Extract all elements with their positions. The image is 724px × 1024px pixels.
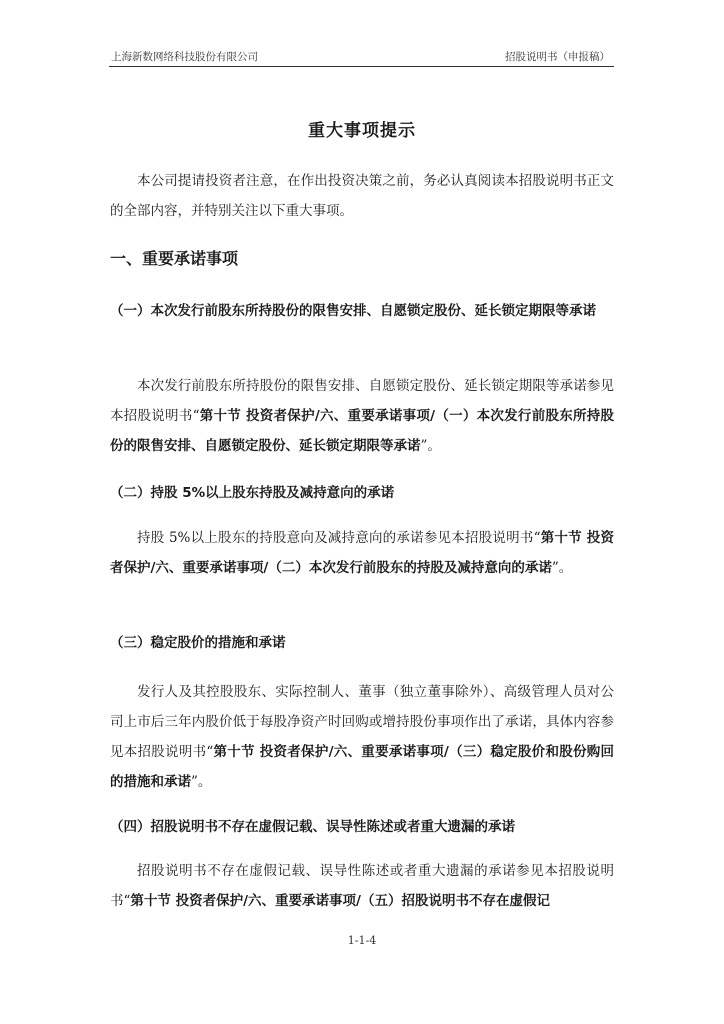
sub2-text: 持股 5%以上股东的持股意向及减持意向的承诺参见本招股说明书“ xyxy=(137,530,541,546)
sub2-paragraph xyxy=(110,523,614,583)
sub3-reference: 第十节 投资者保护/六、重要承诺事项/（三）稳定股价和股份购回的措施和承诺 xyxy=(110,744,614,790)
sub3-heading: （三）稳定股价的措施和承诺 xyxy=(110,635,286,651)
sub3-text-end: ”。 xyxy=(191,774,212,790)
sub4-reference: 第十节 投资者保护/六、重要承诺事项/（五）招股说明书不存在虚假记 xyxy=(130,893,550,909)
header-company: 上海新数网络科技股份有限公司 xyxy=(111,51,258,63)
sub1-text-end: ”。 xyxy=(420,438,441,454)
sub1-text: 本次发行前股东所持股份的限售安排、自愿锁定股份、延长锁定期限等承诺参见本招股说明书“ xyxy=(110,378,614,424)
sub1-reference: 第十节 投资者保护/六、重要承诺事项/（一）本次发行前股东所持股份的限售安排、自愿锁定股份、延长锁定期限等承诺 xyxy=(110,408,615,454)
section1-heading: 一、重要承诺事项 xyxy=(110,249,239,268)
sub2-heading: （二）持股 5%以上股东持股及减持意向的承诺 xyxy=(110,485,395,501)
header-doc-type: 招股说明书（申报稿） xyxy=(505,51,610,63)
intro-paragraph: 本公司提请投资者注意，在作出投资决策之前，务必认真阅读本招股说明书正文的全部内容，并特别关注以下重大事项。 xyxy=(110,173,614,219)
sub2-reference: 第十节 投资者保护/六、重要承诺事项/（二）本次发行前股东的持股及减持意向的承诺 xyxy=(110,530,615,576)
sub1-heading: （一）本次发行前股东所持股份的限售安排、自愿锁定股份、延长锁定期限等承诺 xyxy=(110,303,596,319)
sub4-heading: （四）招股说明书不存在虚假记载、误导性陈述或者重大遗漏的承诺 xyxy=(110,819,515,835)
sub4-text: 招股说明书不存在虚假记载、误导性陈述或者重大遗漏的承诺参见本招股说明书“ xyxy=(110,863,614,909)
sub3-paragraph xyxy=(110,677,614,797)
sub1-paragraph xyxy=(110,371,614,461)
sub2-text-end: ”。 xyxy=(551,560,573,576)
page-number: 1-1-4 xyxy=(347,934,377,947)
sub3-text: 发行人及其控股股东、实际控制人、董事（独立董事除外）、高级管理人员对公司上市后三年内股价低于每股净资产时回购或增持股份事项作出了承诺，具体内容参见本招股说明书“ xyxy=(110,684,614,760)
page-title: 重大事项提示 xyxy=(308,121,416,141)
page-header xyxy=(109,48,614,67)
sub4-paragraph xyxy=(110,856,614,916)
